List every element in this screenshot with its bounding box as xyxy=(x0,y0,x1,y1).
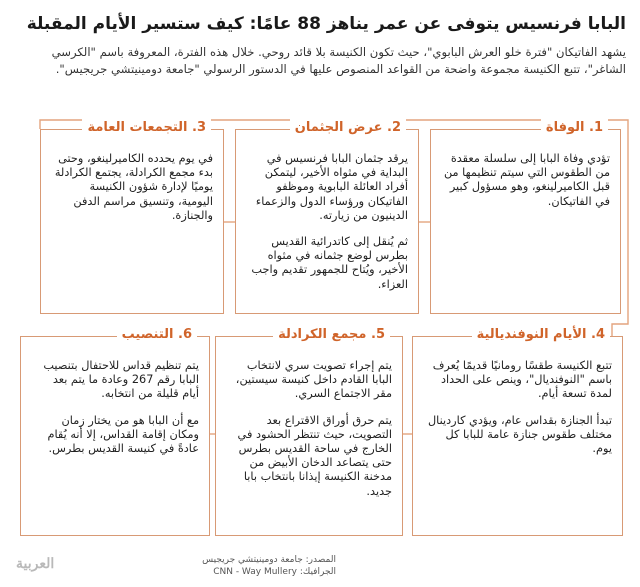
step-paragraph: تؤدي وفاة البابا إلى سلسلة معقدة من الطقوس التي سيتم تنظيمها من قبل الكاميرلينغو، وهو مسؤول كبير في الفاتيكان. xyxy=(443,152,610,208)
step-box-inauguration xyxy=(20,327,210,536)
step-paragraph: تتبع الكنيسة طقسًا رومانيًا قديمًا يُعرف باسم "النوفنديال"، وينص على الحداد لمدة تسعة أيام. xyxy=(432,359,612,401)
step-paragraph: يتم حرق أوراق الاقتراع بعد التصويت، حيث تنتظر الحشود في الخارج في ساحة القديس بطرس حتى يتصاعد الدخان الأبيض من مدخنة الكنيسة إيذانا بانتخاب بابا جديد. xyxy=(237,413,392,498)
step-title: 1. الوفاة xyxy=(541,118,608,138)
brand-logo: العربية xyxy=(16,556,55,572)
step-paragraph: يتم إجراء تصويت سري لانتخاب البابا القادم داخل كنيسة سيستين، مقر الاجتماع السري. xyxy=(235,359,392,401)
step-body xyxy=(425,359,612,468)
step-box-novendiales xyxy=(412,327,623,536)
step-body xyxy=(53,152,213,235)
step-paragraph: ثم يُنقل إلى كاتدرائية القديس بطرس لوضع جثمانه في مثواه الأخير، ويُتاح للجمهور تقديم واجب العزاء. xyxy=(251,235,408,291)
step-paragraph: في يوم يحدده الكاميرلينغو، وحتى بدء مجمع الكرادلة، يجتمع الكرادلة يوميًا لإدارة شؤون الكنيسة اليومية، وتنسيق مراسم الدفن والجنازة. xyxy=(54,152,213,222)
step-paragraph: يرقد جثمان البابا فرنسيس في البداية في مثواه الأخير، ليتمكن أفراد العائلة البابوية وموظفو الفاتيكان ورؤساء الدول والزعماء الدينيون من زيارته. xyxy=(255,152,408,222)
step-body xyxy=(228,359,392,511)
step-title: 5. مجمع الكرادلة xyxy=(273,325,390,345)
source-credit: المصدر: جامعة دومينيتشي جريجيس xyxy=(202,555,336,565)
step-title: 6. التنصيب xyxy=(117,325,197,345)
step-box-lying-in-state xyxy=(235,120,419,314)
step-box-general-congregations xyxy=(40,120,224,314)
page-title: البابا فرنسيس يتوفى عن عمر يناهز 88 عامًا: كيف ستسير الأيام المقبلة xyxy=(26,14,626,34)
footer xyxy=(16,554,336,580)
credits xyxy=(202,554,336,578)
step-body xyxy=(443,152,610,221)
step-box-death xyxy=(430,120,621,314)
step-body xyxy=(33,359,199,468)
step-title: 4. الأيام النوفنديالية xyxy=(472,325,610,345)
step-body xyxy=(248,152,408,304)
step-box-conclave xyxy=(215,327,403,536)
intro-paragraph: يشهد الفاتيكان "فترة خلو العرش البابوي"، حيث تكون الكنيسة بلا قائد روحي. خلال هذه الفترة، المعروفة باسم "الكرسي الشاغر"، تتبع الكنيسة مجموعة واضحة من القواعد المنصوص عليها في الدستور الرسولي "جامعة دومينيتشي جريجيس". xyxy=(51,45,626,76)
graphics-credit: الجرافيك: CNN - Way Mullery xyxy=(213,567,336,577)
step-title: 3. التجمعات العامة xyxy=(82,118,211,138)
step-title: 2. عرض الجثمان xyxy=(290,118,406,138)
step-paragraph: يتم تنظيم قداس للاحتفال بتنصيب البابا رقم 267 وعادة ما يتم بعد أيام قليلة من انتخابه. xyxy=(43,359,199,401)
step-paragraph: تبدأ الجنازة بقداس عام، ويؤدي كاردينال مختلف طقوس جنازة عامة للبابا كل يوم. xyxy=(427,413,612,456)
step-paragraph: مع أن البابا هو من يختار زمان ومكان إقامة القداس، إلا أنه يُقام عادةً في كنيسة القديس بطرس. xyxy=(47,413,199,456)
